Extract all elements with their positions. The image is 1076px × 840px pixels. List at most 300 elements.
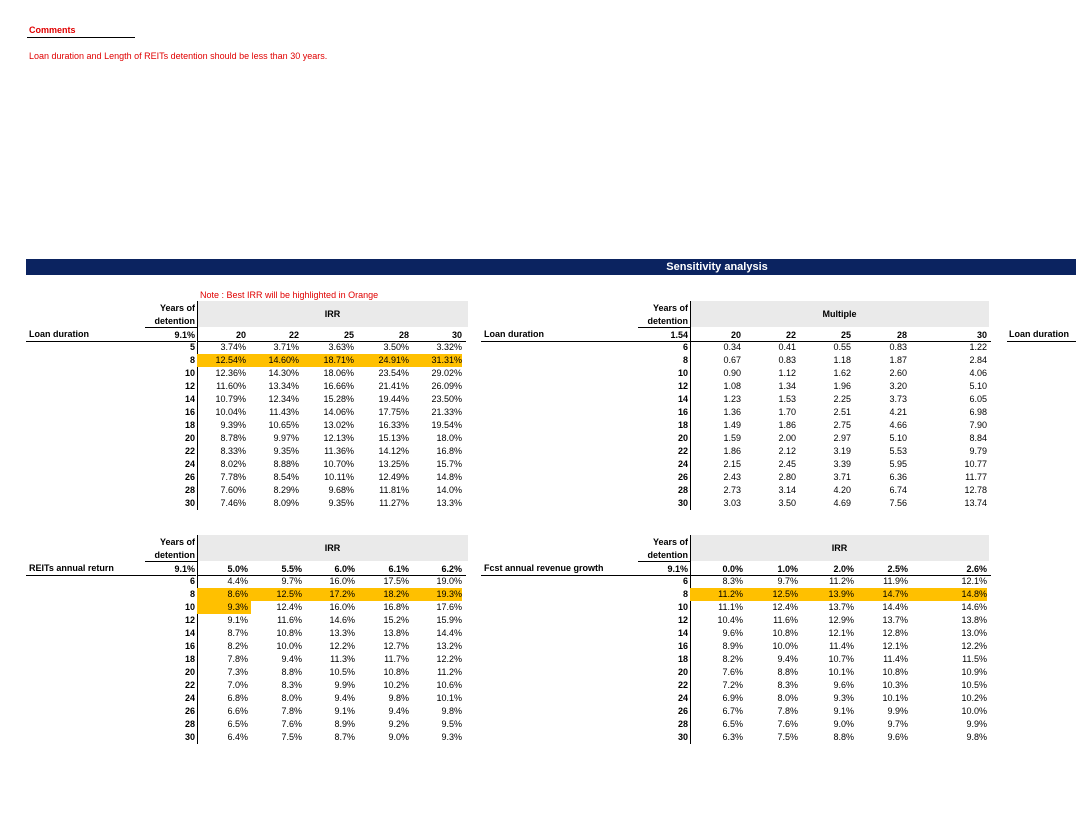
table-cell: 1.86 <box>723 446 741 456</box>
table-cell: 13.7% <box>882 615 908 625</box>
table-cell: 3.32% <box>436 342 462 352</box>
table-cell: 13.74 <box>964 498 987 508</box>
table-cell: 12.2% <box>329 641 355 651</box>
table-cell: 1.34 <box>778 381 796 391</box>
table-cell: 14.4% <box>882 602 908 612</box>
table-cell: 1.70 <box>778 407 796 417</box>
table-cell: 7.6% <box>777 719 798 729</box>
table-cell: 8.09% <box>273 498 299 508</box>
detention-label: detention <box>154 550 195 560</box>
table-cell: 8.3% <box>281 680 302 690</box>
table-cell: 12.2% <box>436 654 462 664</box>
table-cell: 4.20 <box>833 485 851 495</box>
column-header: 6.2% <box>441 564 462 574</box>
table-cell: 9.8% <box>966 732 987 742</box>
table-cell: 11.6% <box>277 615 302 625</box>
table-cell: 8.54% <box>273 472 299 482</box>
table-cell: 17.5% <box>383 576 409 586</box>
row-header: 20 <box>184 667 195 677</box>
table-cell: 12.34% <box>268 394 299 404</box>
table-cell: 8.88% <box>273 459 299 469</box>
table-cell: 7.8% <box>777 706 798 716</box>
table-cell: 11.2% <box>829 576 854 586</box>
row-header: 6 <box>682 342 688 352</box>
right-label-underline <box>1007 341 1076 342</box>
table-cell: 17.2% <box>329 589 355 599</box>
table-cell: 9.97% <box>273 433 299 443</box>
table-cell: 2.51 <box>833 407 851 417</box>
table-cell: 12.36% <box>215 368 246 378</box>
row-header: 16 <box>677 407 688 417</box>
table-cell: 8.0% <box>777 693 798 703</box>
table-cell: 1.12 <box>778 368 796 378</box>
detention-underline <box>638 561 690 562</box>
table-cell: 0.41 <box>778 342 796 352</box>
table-cell: 19.54% <box>431 420 462 430</box>
row-header: 30 <box>677 732 688 742</box>
table-cell: 6.05 <box>969 394 987 404</box>
table-cell: 29.02% <box>431 368 462 378</box>
row-header: 18 <box>184 420 195 430</box>
table-cell: 1.62 <box>833 368 851 378</box>
table-cell: 9.6% <box>833 680 854 690</box>
table-cell: 9.68% <box>328 485 354 495</box>
table-cell: 8.84 <box>969 433 987 443</box>
table-cell: 1.86 <box>778 420 796 430</box>
table-cell: 0.83 <box>778 355 796 365</box>
table-cell: 7.90 <box>969 420 987 430</box>
table-cell: 19.0% <box>436 576 462 586</box>
row-header: 6 <box>189 576 195 586</box>
table-cell: 18.0% <box>436 433 462 443</box>
table-cell: 8.7% <box>334 732 355 742</box>
table-cell: 9.7% <box>777 576 798 586</box>
table-cell: 1.49 <box>723 420 741 430</box>
years-of-label: Years of <box>159 537 195 547</box>
table-cell: 3.14 <box>778 485 796 495</box>
table-cell: 11.60% <box>216 381 246 391</box>
row-header: 30 <box>184 498 195 508</box>
row-header: 18 <box>677 420 688 430</box>
column-header: 25 <box>343 330 354 340</box>
table-cell: 1.22 <box>969 342 987 352</box>
table-cell: 8.2% <box>722 654 743 664</box>
table-cell: 17.6% <box>436 602 462 612</box>
table-cell: 14.4% <box>436 628 462 638</box>
table-cell: 2.75 <box>833 420 851 430</box>
table-cell: 10.5% <box>961 680 987 690</box>
row-header: 24 <box>677 693 688 703</box>
table-cell: 2.15 <box>723 459 741 469</box>
row-header: 20 <box>677 667 688 677</box>
table-cell: 9.1% <box>833 706 854 716</box>
table-cell: 10.9% <box>961 667 987 677</box>
table-cell: 15.28% <box>323 394 354 404</box>
row-header: 12 <box>184 615 195 625</box>
table-cell: 8.78% <box>220 433 246 443</box>
row-header: 12 <box>677 381 688 391</box>
table-cell: 11.4% <box>883 654 908 664</box>
table-cell: 19.44% <box>378 394 409 404</box>
row-header: 16 <box>184 641 195 651</box>
row-header: 12 <box>184 381 195 391</box>
table-cell: 12.4% <box>276 602 302 612</box>
table-cell: 13.8% <box>383 628 409 638</box>
table-cell: 11.6% <box>773 615 798 625</box>
table-cell: 5.10 <box>969 381 987 391</box>
table-cell: 17.75% <box>378 407 409 417</box>
table-cell: 8.33% <box>220 446 246 456</box>
table-cell: 2.84 <box>969 355 987 365</box>
table-cell: 9.2% <box>388 719 409 729</box>
table-cell: 16.0% <box>329 602 355 612</box>
table-cell: 9.1% <box>227 615 248 625</box>
table-cell: 7.6% <box>722 667 743 677</box>
table-cell: 7.46% <box>220 498 246 508</box>
years-of-label: Years of <box>159 303 195 313</box>
row-axis-label: Loan duration <box>29 329 89 339</box>
table-cell: 5.95 <box>889 459 907 469</box>
table-cell: 10.0% <box>772 641 798 651</box>
table-cell: 13.0% <box>961 628 987 638</box>
table-cell: 23.50% <box>431 394 462 404</box>
table-cell: 9.3% <box>227 602 248 612</box>
detention-label: detention <box>647 316 688 326</box>
row-header: 14 <box>677 394 688 404</box>
table-cell: 13.8% <box>961 615 987 625</box>
table-cell: 9.9% <box>966 719 987 729</box>
table-cell: 9.5% <box>441 719 462 729</box>
table-cell: 12.5% <box>276 589 302 599</box>
table-cell: 3.19 <box>833 446 851 456</box>
row-header: 20 <box>677 433 688 443</box>
section-header-title: Sensitivity analysis <box>666 261 768 273</box>
table-cell: 1.96 <box>833 381 851 391</box>
metric-title: Multiple <box>822 309 857 319</box>
table-cell: 13.3% <box>436 498 462 508</box>
table-cell: 10.79% <box>215 394 246 404</box>
column-header: 28 <box>398 330 409 340</box>
table-cell: 3.71 <box>833 472 851 482</box>
row-header: 24 <box>677 459 688 469</box>
row-axis-label: REITs annual return <box>29 563 114 573</box>
table-cell: 9.3% <box>833 693 854 703</box>
table-cell: 7.5% <box>777 732 798 742</box>
table-cell: 26.09% <box>431 381 462 391</box>
table-cell: 1.36 <box>723 407 741 417</box>
table-cell: 2.80 <box>778 472 796 482</box>
table-cell: 7.6% <box>281 719 302 729</box>
table-cell: 9.7% <box>887 719 908 729</box>
table-cell: 8.29% <box>273 485 299 495</box>
table-cell: 1.18 <box>833 355 851 365</box>
table-cell: 11.36% <box>324 446 354 456</box>
detention-label: detention <box>647 550 688 560</box>
column-header: 1.0% <box>777 564 798 574</box>
table-cell: 14.06% <box>323 407 354 417</box>
table-cell: 9.35% <box>273 446 299 456</box>
table-cell: 9.4% <box>388 706 409 716</box>
table-cell: 2.43 <box>723 472 741 482</box>
base-case-value: 9.1% <box>174 564 195 574</box>
table-cell: 24.91% <box>378 355 409 365</box>
table-cell: 10.70% <box>323 459 354 469</box>
table-cell: 31.31% <box>431 355 462 365</box>
table-cell: 6.3% <box>722 732 743 742</box>
row-header: 12 <box>677 615 688 625</box>
table-cell: 16.66% <box>323 381 354 391</box>
metric-title: IRR <box>831 543 848 553</box>
row-header: 28 <box>677 719 688 729</box>
table-cell: 10.04% <box>215 407 246 417</box>
table-cell: 12.78 <box>964 485 987 495</box>
table-cell: 11.1% <box>718 602 743 612</box>
table-cell: 3.03 <box>723 498 741 508</box>
table-cell: 12.1% <box>828 628 854 638</box>
table-cell: 21.33% <box>431 407 462 417</box>
comments-underline <box>27 37 135 38</box>
row-axis-label: Fcst annual revenue growth <box>484 563 604 573</box>
row-header: 28 <box>184 485 195 495</box>
table-cell: 15.2% <box>383 615 409 625</box>
table-cell: 15.9% <box>436 615 462 625</box>
table-cell: 4.69 <box>833 498 851 508</box>
table-cell: 6.5% <box>722 719 743 729</box>
table-cell: 12.9% <box>828 615 854 625</box>
table-cell: 2.60 <box>889 368 907 378</box>
table-cell: 3.63% <box>328 342 354 352</box>
table-cell: 9.9% <box>334 680 355 690</box>
detention-label: detention <box>154 316 195 326</box>
table-cell: 13.2% <box>436 641 462 651</box>
row-header: 16 <box>184 407 195 417</box>
table-cell: 10.8% <box>772 628 798 638</box>
table-cell: 9.7% <box>281 576 302 586</box>
table-cell: 13.3% <box>329 628 355 638</box>
table-cell: 2.45 <box>778 459 796 469</box>
table-cell: 6.74 <box>889 485 907 495</box>
table-cell: 8.9% <box>722 641 743 651</box>
detention-underline <box>145 561 197 562</box>
table-cell: 11.5% <box>962 654 987 664</box>
row-header: 14 <box>184 628 195 638</box>
row-header: 8 <box>189 355 195 365</box>
column-header: 20 <box>730 330 741 340</box>
table-cell: 10.8% <box>383 667 409 677</box>
table-cell: 9.0% <box>388 732 409 742</box>
column-header: 28 <box>896 330 907 340</box>
row-header: 22 <box>677 446 688 456</box>
row-header: 26 <box>677 706 688 716</box>
table-cell: 3.50% <box>383 342 409 352</box>
table-cell: 12.13% <box>323 433 354 443</box>
table-cell: 1.53 <box>778 394 796 404</box>
right-loan-duration-label: Loan duration <box>1009 329 1069 339</box>
table-cell: 14.6% <box>329 615 355 625</box>
table-cell: 18.06% <box>323 368 354 378</box>
table-cell: 6.6% <box>227 706 248 716</box>
table-cell: 9.4% <box>281 654 302 664</box>
table-cell: 1.87 <box>889 355 907 365</box>
column-header: 22 <box>288 330 299 340</box>
row-header: 26 <box>677 472 688 482</box>
table-cell: 7.3% <box>227 667 248 677</box>
row-header: 24 <box>184 693 195 703</box>
table-cell: 2.00 <box>778 433 796 443</box>
column-header: 2.5% <box>887 564 908 574</box>
table-cell: 8.02% <box>220 459 246 469</box>
table-cell: 14.8% <box>436 472 462 482</box>
table-cell: 10.4% <box>717 615 743 625</box>
table-cell: 10.5% <box>329 667 355 677</box>
table-cell: 18.71% <box>323 355 354 365</box>
table-cell: 10.0% <box>961 706 987 716</box>
table-cell: 2.12 <box>778 446 796 456</box>
table-cell: 7.56 <box>889 498 907 508</box>
row-header: 22 <box>184 446 195 456</box>
table-cell: 16.8% <box>383 602 409 612</box>
table-cell: 11.81% <box>379 485 409 495</box>
table-cell: 12.1% <box>961 576 987 586</box>
table-cell: 14.7% <box>882 589 908 599</box>
table-cell: 12.7% <box>383 641 409 651</box>
table-cell: 13.02% <box>323 420 354 430</box>
table-cell: 4.06 <box>969 368 987 378</box>
table-cell: 11.7% <box>384 654 409 664</box>
base-case-value: 9.1% <box>174 330 195 340</box>
row-header: 18 <box>184 654 195 664</box>
table-cell: 16.33% <box>378 420 409 430</box>
years-of-label: Years of <box>652 537 688 547</box>
detention-underline <box>638 327 690 328</box>
row-header: 8 <box>682 355 688 365</box>
base-case-value: 1.54 <box>670 330 688 340</box>
table-cell: 3.50 <box>778 498 796 508</box>
table-cell: 9.8% <box>388 693 409 703</box>
table-cell: 12.1% <box>882 641 908 651</box>
table-cell: 9.4% <box>334 693 355 703</box>
table-cell: 10.6% <box>436 680 462 690</box>
column-header: 22 <box>785 330 796 340</box>
table-cell: 11.3% <box>330 654 355 664</box>
table-cell: 10.3% <box>882 680 908 690</box>
table-cell: 0.67 <box>723 355 741 365</box>
table-cell: 10.8% <box>276 628 302 638</box>
table-cell: 9.39% <box>220 420 246 430</box>
table-cell: 10.7% <box>828 654 854 664</box>
table-cell: 9.4% <box>777 654 798 664</box>
table-cell: 14.8% <box>961 589 987 599</box>
table-cell: 11.2% <box>718 589 743 599</box>
column-header: 25 <box>840 330 851 340</box>
table-cell: 23.54% <box>378 368 409 378</box>
table-cell: 18.2% <box>383 589 409 599</box>
table-cell: 0.83 <box>889 342 907 352</box>
table-cell: 9.1% <box>334 706 355 716</box>
table-cell: 8.3% <box>722 576 743 586</box>
table-cell: 9.35% <box>328 498 354 508</box>
table-cell: 11.43% <box>269 407 299 417</box>
table-cell: 8.2% <box>227 641 248 651</box>
column-header: 6.0% <box>334 564 355 574</box>
table-cell: 10.8% <box>882 667 908 677</box>
row-header: 8 <box>682 589 688 599</box>
table-divider <box>690 535 691 744</box>
table-cell: 9.9% <box>887 706 908 716</box>
table-cell: 10.0% <box>276 641 302 651</box>
table-cell: 8.0% <box>281 693 302 703</box>
table-cell: 5.10 <box>889 433 907 443</box>
table-cell: 8.3% <box>777 680 798 690</box>
table-cell: 6.9% <box>722 693 743 703</box>
table-cell: 8.8% <box>777 667 798 677</box>
table-cell: 10.1% <box>828 667 854 677</box>
table-cell: 12.49% <box>378 472 409 482</box>
comments-text: Loan duration and Length of REITs detention should be less than 30 years. <box>29 51 328 61</box>
table-cell: 0.34 <box>723 342 741 352</box>
row-axis-label: Loan duration <box>484 329 544 339</box>
row-header: 28 <box>677 485 688 495</box>
column-header: 30 <box>976 330 987 340</box>
row-header: 6 <box>682 576 688 586</box>
table-cell: 1.23 <box>723 394 741 404</box>
row-header: 20 <box>184 433 195 443</box>
table-cell: 14.30% <box>268 368 299 378</box>
table-cell: 11.27% <box>379 498 409 508</box>
column-header: 6.1% <box>388 564 409 574</box>
row-header: 30 <box>677 498 688 508</box>
table-cell: 16.0% <box>329 576 355 586</box>
table-cell: 12.4% <box>772 602 798 612</box>
table-cell: 12.8% <box>882 628 908 638</box>
column-header: 0.0% <box>722 564 743 574</box>
table-cell: 14.0% <box>436 485 462 495</box>
table-cell: 9.6% <box>722 628 743 638</box>
table-cell: 8.7% <box>227 628 248 638</box>
metric-title: IRR <box>324 309 341 319</box>
column-header: 2.0% <box>833 564 854 574</box>
table-cell: 10.65% <box>268 420 299 430</box>
table-cell: 7.5% <box>281 732 302 742</box>
table-cell: 11.4% <box>829 641 854 651</box>
table-cell: 13.9% <box>828 589 854 599</box>
row-header: 14 <box>184 394 195 404</box>
table-cell: 6.5% <box>227 719 248 729</box>
table-cell: 12.5% <box>772 589 798 599</box>
table-cell: 5.53 <box>889 446 907 456</box>
table-cell: 8.8% <box>281 667 302 677</box>
row-header: 22 <box>184 680 195 690</box>
table-cell: 10.77 <box>964 459 987 469</box>
table-cell: 12.2% <box>961 641 987 651</box>
row-header: 30 <box>184 732 195 742</box>
table-cell: 4.21 <box>889 407 907 417</box>
table-cell: 7.60% <box>220 485 246 495</box>
table-cell: 10.2% <box>383 680 409 690</box>
row-header: 10 <box>184 368 195 378</box>
table-cell: 3.74% <box>220 342 246 352</box>
table-cell: 14.6% <box>961 602 987 612</box>
table-cell: 7.8% <box>227 654 248 664</box>
table-cell: 2.25 <box>833 394 851 404</box>
table-cell: 13.34% <box>268 381 299 391</box>
detention-underline <box>145 327 197 328</box>
table-cell: 8.6% <box>227 589 248 599</box>
table-cell: 19.3% <box>436 589 462 599</box>
table-cell: 9.8% <box>441 706 462 716</box>
table-cell: 7.2% <box>722 680 743 690</box>
table-cell: 6.36 <box>889 472 907 482</box>
